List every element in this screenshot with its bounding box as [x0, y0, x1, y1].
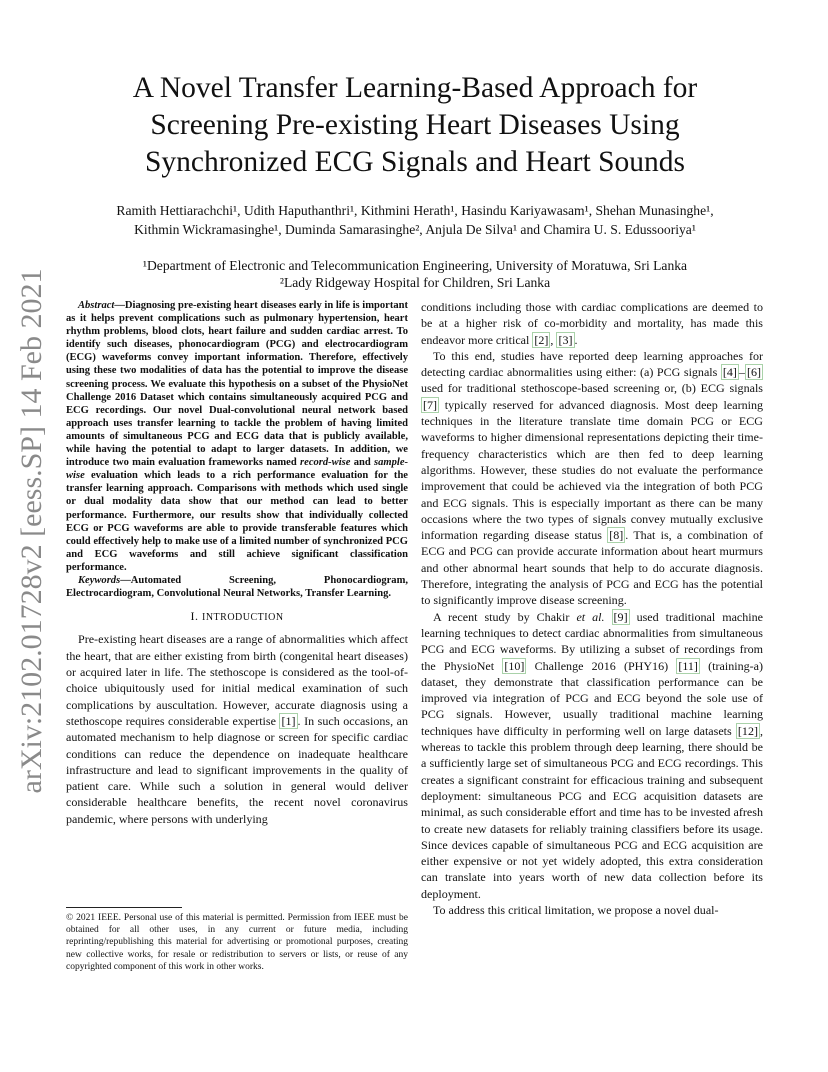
keywords-text: —Automated Screening, Phonocardiogram, Electrocardiogram, Convolutional Neural Networks, Transfer Learning. — [66, 574, 408, 600]
abstract-text: and — [350, 457, 375, 469]
body-text: . — [574, 332, 578, 347]
section-heading — [66, 608, 408, 626]
abstract-text: evaluation which leads to a rich performance evaluation for the transfer learning approach. Comparisons with methods which used single or dual modality data show that our method can lead to better performance. Furthermore, our results show that individually collected ECG or PCG waveforms are able to provide transferable features which could effectively help to make use of a limited number of synchronized PCG and ECG waveforms and still achieve significant classification performance. — [66, 470, 408, 573]
affiliations — [60, 257, 770, 291]
affiliation: ¹Department of Electronic and Telecommunication Engineering, University of Moratuwa, Sri Lanka — [142, 258, 688, 273]
citation-link[interactable]: [8] — [609, 528, 624, 543]
body-text: typically reserved for advanced diagnosis. Most deep learning techniques in the literature translate time domain PCG or ECG waveforms to higher dimensional representations depicting their time-frequency characteristics which are then fed to deep learning algorithms. However, these studies do not evaluate the performance improvement that could be achieved via the integration of both PCG and ECG signals. This is especially important as there can be many occasions where the two types of signals convey mutually exclusive information regarding disease status — [421, 397, 763, 543]
intro-paragraph — [66, 631, 408, 827]
title-line: Synchronized ECG Signals and Heart Sounds — [145, 146, 685, 178]
title-line: A Novel Transfer Learning-Based Approach for — [132, 72, 698, 104]
paper-title — [70, 70, 760, 181]
body-text: A recent study by Chakir — [433, 609, 577, 624]
citation-link[interactable]: [10] — [504, 658, 525, 673]
citation-link[interactable]: [6] — [746, 365, 761, 380]
abstract-text: —Diagnosing pre-existing heart diseases early in life is important as it helps prevent complications such as pulmonary hypertension, heart rhythm problems, blood clots, heart failure and sudden cardiac arrest. To identify such diseases, phonocardiogram (PCG) and electrocardiogram (ECG) waveforms convey important information. Therefore, effectively using these two modalities of data has the potential to improve the disease screening process. We evaluate this hypothesis on a subset of the PhysioNet Challenge 2016 Dataset which contains simultaneously acquired PCG and ECG recordings. Our novel Dual-convolutional neural network based approach uses transfer learning to tackle the problem of having limited amounts of simultaneous PCG and ECG data that is publicly available, while having the potential to adapt to larger datasets. In addition, we introduce two main evaluation frameworks named — [66, 300, 408, 469]
body-text: To this end, studies have reported deep learning approaches for detecting cardiac abnormalities using either: (a) PCG signals — [421, 348, 763, 380]
body-text: Challenge 2016 (PHY16) — [526, 658, 677, 673]
footnote-rule — [66, 907, 182, 908]
keywords-label: Keywords — [78, 574, 121, 586]
abstract — [66, 299, 408, 574]
arxiv-identifier — [12, 268, 52, 794]
authors-line: Kithmin Wickramasinghe¹, Duminda Samarasinghe², Anjula De Silva¹ and Chamira U. S. Edussooriya¹ — [134, 222, 696, 237]
citation-link[interactable]: [7] — [423, 397, 438, 412]
left-column — [66, 299, 408, 827]
citation-link[interactable]: [9] — [613, 609, 628, 624]
body-paragraph — [421, 299, 763, 348]
body-paragraph — [421, 609, 763, 902]
abstract-label: Abstract — [78, 300, 115, 311]
citation-link[interactable]: [3] — [558, 332, 573, 347]
title-line: Screening Pre-existing Heart Diseases Using — [150, 109, 680, 141]
authors-line: Ramith Hettiarachchi¹, Udith Haputhanthri¹, Kithmini Herath¹, Hasindu Kariyawasam¹, Shehan Munasinghe¹, — [116, 203, 714, 218]
body-text: used for traditional stethoscope-based screening or, (b) ECG signals — [421, 381, 763, 396]
citation-link[interactable]: [11] — [678, 658, 698, 673]
affiliation: ²Lady Ridgeway Hospital for Children, Sri Lanka — [279, 275, 551, 290]
body-text — [605, 610, 612, 624]
body-text: (training-a) dataset, they demonstrate that classification performance can be improved via integration of PCG and ECG beyond the sole use of PCG signals. However, usually traditional machine learning techniques have difficulty in performing well on large datasets — [421, 658, 763, 738]
keywords — [66, 574, 408, 600]
body-text: et al. — [576, 609, 605, 624]
body-text: – — [738, 365, 745, 380]
body-text: , — [550, 332, 557, 347]
abstract-term: sample-wise — [66, 457, 409, 482]
body-text: Pre-existing heart diseases are a range of abnormalities which affect the heart, that are either existing from birth (congenital heart diseases) or acquired later in life. The stethoscope is considered as the tool-of-choice ubiquitously used for initial medical examination of such complications by auscultation. However, accurate diagnosis using a stethoscope requires considerable expertise — [66, 632, 408, 728]
citation-link[interactable]: [2] — [534, 332, 549, 347]
citation-link[interactable]: [4] — [722, 365, 737, 380]
body-text: . In such occasions, an automated mechanism to help diagnose or screen for specific cardiac conditions can reduce the dependence on inadequate healthcare infrastructure and lead to significant improvements in the quality of patient care. While such a solution in general would deliver considerable healthcare benefits, the recent novel coronavirus pandemic, where persons with underlying — [66, 713, 408, 826]
author-list — [60, 201, 770, 239]
arxiv-id-text: arXiv:2102.01728v2 [eess.SP] 14 Feb 2021 — [15, 268, 48, 794]
citation-link[interactable]: [12] — [737, 723, 758, 738]
section-title: INTRODUCTION — [202, 612, 284, 624]
body-text: , whereas to tackle this problem through deep learning, there should be a sufficiently large set of simultaneous PCG and ECG recordings. This creates a significant constraint for efficacious training and subsequent deployment: simultaneous PCG and ECG acquisition datasets are minimal, as such considerable effort and time has to be invested afresh to create new datasets for reliably training classifiers before its usage. Since devices capable of simultaneous PCG and ECG acquisition are either expensive or not yet widely adopted, this extra consideration can translate into years worth of new data collection before its deployment. — [421, 723, 763, 901]
body-text: used traditional machine learning techniques to detect cardiac abnormalities from simultaneous PCG and ECG waveforms. By utilizing a subset of recordings from the PhysioNet — [421, 609, 764, 673]
body-paragraph — [421, 348, 763, 609]
body-text: . That is, a combination of ECG and PCG can provide accurate information about heart murmurs and other abnormal heart sounds that help to do accurate diagnosis. Therefore, integrating the analysis of PCG and ECG has the potential to significantly improve disease screening. — [421, 528, 763, 608]
copyright-footnote: © 2021 IEEE. Personal use of this material is permitted. Permission from IEEE must be obtained for all other uses, in any current or future media, including reprinting/republishing this material for advertising or promotional purposes, creating new collective works, for resale or redistribution to servers or lists, or reuse of any copyrighted component of this work in other works. — [66, 913, 408, 972]
body-paragraph: To address this critical limitation, we propose a novel dual- — [433, 902, 719, 917]
body-text: conditions including those with cardiac complications are deemed to be at a higher risk of co-morbidity and mortality, has made this endeavor more critical — [421, 300, 763, 347]
abstract-term: record-wise — [300, 457, 351, 469]
citation-link[interactable]: [1] — [281, 713, 296, 728]
section-number: I. — [190, 609, 202, 624]
right-column — [421, 299, 763, 918]
